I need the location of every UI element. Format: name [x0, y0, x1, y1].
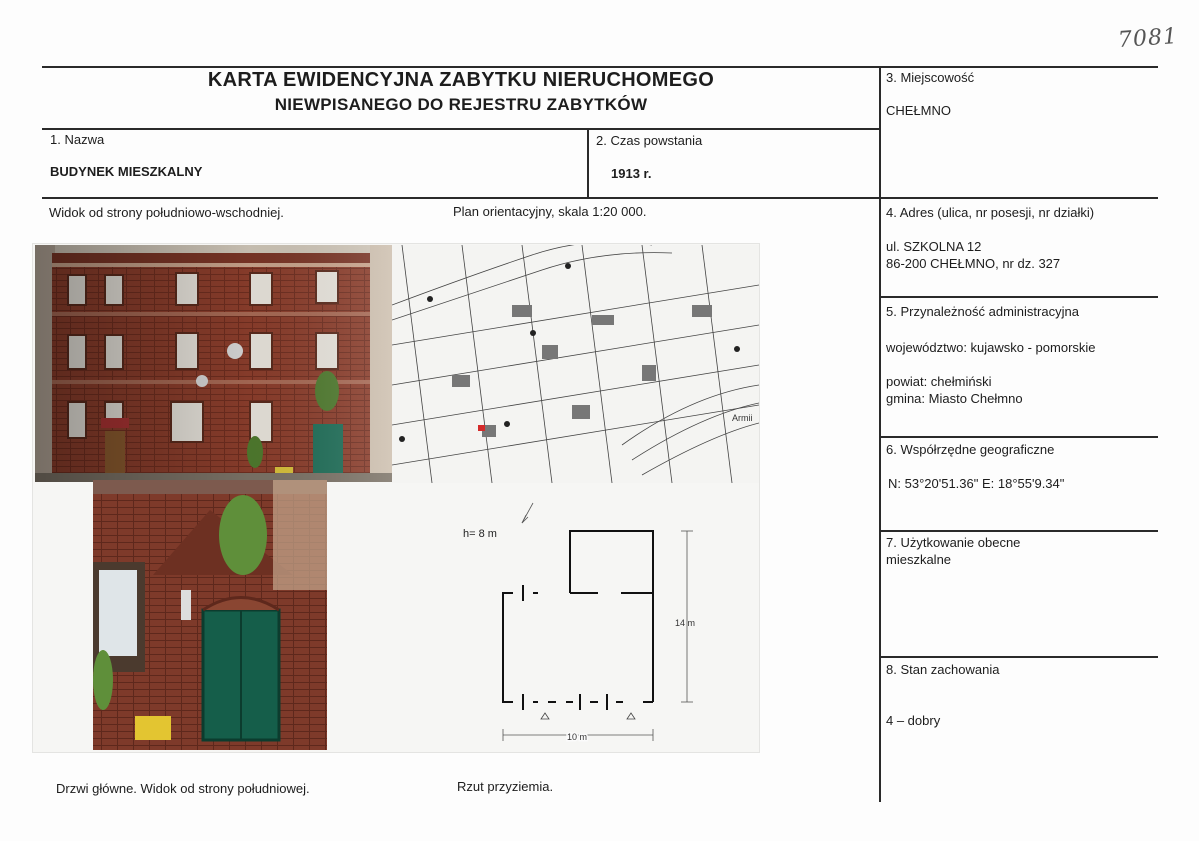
divider-5-6 [879, 436, 1158, 438]
title-bottom-line [42, 128, 880, 130]
usage-value: mieszkalne [886, 552, 952, 567]
map-caption: Plan orientacyjny, skala 1:20 000. [453, 204, 647, 219]
orientation-map [392, 245, 759, 483]
photo-bottom-caption: Drzwi główne. Widok od strony południowej. [56, 781, 310, 796]
fields-bottom-line [42, 197, 1158, 199]
admin-county: powiat: chełmiński [886, 374, 992, 389]
plan-depth-label: 14 m [675, 618, 696, 628]
card-subtitle: NIEWPISANEGO DO REJESTRU ZABYTKÓW [274, 95, 648, 114]
map-street-label: Armii [732, 413, 753, 423]
right-column-divider [879, 66, 881, 802]
admin-label: 5. Przynależność administracyjna [886, 304, 1079, 319]
admin-commune: gmina: Miasto Chełmno [886, 391, 1023, 406]
photo-top-caption: Widok od strony południowo-wschodniej. [49, 205, 284, 220]
address-line1: ul. SZKOLNA 12 [886, 239, 982, 254]
locality-label: 3. Miejscowość [886, 70, 975, 85]
locality-value: CHEŁMNO [886, 103, 952, 118]
frame-top-line [42, 66, 1158, 68]
usage-label: 7. Użytkowanie obecne [886, 535, 1021, 550]
condition-value: 4 – dobry [886, 713, 941, 728]
floor-plan [450, 495, 710, 750]
date-value: 1913 r. [611, 166, 652, 181]
coords-label: 6. Współrzędne geograficzne [886, 442, 1055, 457]
building-facade-photo [35, 245, 392, 482]
building-height-label: h= 8 m [463, 528, 497, 540]
name-value: BUDYNEK MIESZKALNY [50, 164, 203, 179]
floor-plan-walls [503, 531, 653, 710]
north-arrow [522, 503, 533, 523]
divider-4-5 [879, 296, 1158, 298]
plan-width-label: 10 m [567, 732, 588, 742]
divider-6-7 [879, 530, 1158, 532]
coords-value: N: 53°20'51.36" E: 18°55'9.34" [888, 476, 1065, 491]
admin-voivodeship: województwo: kujawsko - pomorskie [886, 340, 1096, 355]
name-label: 1. Nazwa [50, 132, 105, 147]
divider-7-8 [879, 656, 1158, 658]
card-title: KARTA EWIDENCYJNA ZABYTKU NIERUCHOMEGO [207, 69, 715, 91]
floor-plan-dimensions [503, 531, 696, 741]
main-door-photo [93, 480, 327, 750]
name-date-divider [587, 128, 589, 198]
condition-label: 8. Stan zachowania [886, 662, 1000, 677]
plan-caption: Rzut przyziemia. [457, 779, 554, 794]
entrance-markers [541, 713, 635, 719]
archive-number: 7081 [1117, 23, 1179, 54]
date-label: 2. Czas powstania [596, 133, 703, 148]
address-line2: 86-200 CHEŁMNO, nr dz. 327 [886, 256, 1061, 271]
address-label: 4. Adres (ulica, nr posesji, nr działki) [886, 205, 1095, 220]
